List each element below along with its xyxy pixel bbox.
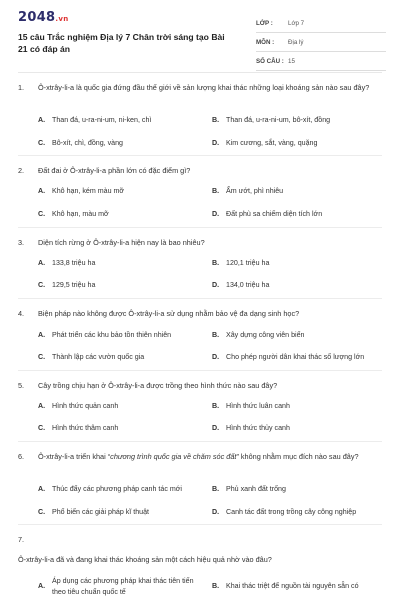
option-d[interactable]: D. Hình thức thủy canh — [212, 424, 290, 432]
option-a[interactable]: A. Khô hạn, kém màu mỡ — [38, 187, 125, 195]
option-b[interactable]: B. Khai thác triệt để nguồn tài nguyên sẵn có — [212, 582, 359, 590]
question-text: Diện tích rừng ở Ô-xtrây-li-a hiện nay là bao nhiêu? — [38, 238, 205, 247]
site-logo[interactable]: 2048.vn — [18, 10, 69, 25]
option-c[interactable]: C. 129,5 triệu ha — [38, 281, 96, 289]
question-number: 4. — [18, 309, 25, 318]
question-number: 2. — [18, 166, 25, 175]
question-text: Ô-xtrây-li-a đã và đang khai thác khoáng sản một cách hiệu quả nhờ vào đâu? — [18, 555, 272, 564]
option-d[interactable]: D. Đất phù sa chiếm diện tích lớn — [212, 210, 323, 218]
option-d[interactable]: D. Canh tác đất trong trồng cây công nghiệp — [212, 508, 357, 516]
quiz-meta — [256, 14, 386, 71]
page-header — [18, 10, 388, 66]
option-b[interactable]: B. Than đá, u-ra-ni-um, bô-xít, đồng — [212, 116, 331, 124]
question-divider — [18, 524, 382, 525]
option-d[interactable]: D. Kim cương, sắt, vàng, quặng — [212, 139, 318, 147]
option-c[interactable]: C. Bô-xít, chì, đồng, vàng — [38, 139, 123, 147]
question-number: 7. — [18, 535, 25, 544]
question-number: 6. — [18, 452, 25, 461]
question-text: Cây trồng chịu hạn ở Ô-xtrây-li-a được trồng theo hình thức nào sau đây? — [38, 381, 278, 390]
question-number: 5. — [18, 381, 25, 390]
option-a[interactable]: A. Phát triển các khu bảo tồn thiên nhiên — [38, 331, 172, 339]
option-c[interactable]: C. Phổ biến các giải pháp kĩ thuật — [38, 508, 150, 516]
option-c[interactable]: C. Khô hạn, màu mỡ — [38, 210, 109, 218]
option-b[interactable]: B. Xây dựng công viên biển — [212, 331, 305, 339]
question-divider — [18, 370, 382, 371]
option-a[interactable]: A. Hình thức quản canh — [38, 402, 119, 410]
option-b[interactable]: B. Hình thức luân canh — [212, 402, 290, 410]
option-a[interactable]: A. Thúc đẩy các phương pháp canh tác mới — [38, 485, 182, 493]
question-divider — [18, 227, 382, 228]
meta-count: SỐ CÂU : 15 — [256, 52, 386, 71]
option-a[interactable]: A. Áp dụng các phương pháp khai thác tiên tiến theo tiêu chuẩn quốc tế — [38, 577, 194, 596]
option-b[interactable]: B. Ẩm ướt, phì nhiêu — [212, 187, 284, 195]
question-text: Biện pháp nào không được Ô-xtrây-li-a sử dụng nhằm bảo vệ đa dạng sinh học? — [38, 309, 300, 318]
question-number: 3. — [18, 238, 25, 247]
option-c[interactable]: C. Thành lập các vườn quốc gia — [38, 353, 145, 361]
option-a[interactable]: A. Than đá, u-ra-ni-um, ni-ken, chì — [38, 116, 152, 124]
question-divider — [18, 441, 382, 442]
question-text: Ô-xtrây-li-a là quốc gia đứng đầu thế giới về sản lượng khai thác những loại khoáng sản nào sau đây? — [38, 83, 370, 92]
meta-subject: MÔN : Địa lý — [256, 33, 386, 52]
question-text: Đất đai ở Ô-xtrây-li-a phần lớn có đặc điểm gì? — [38, 166, 191, 175]
question-divider — [18, 298, 382, 299]
question-text: Ô-xtrây-li-a triển khai “chương trình quốc gia về chăm sóc đất” không nhằm mục đích nào sau đây? — [38, 452, 359, 461]
meta-class: LỚP : Lớp 7 — [256, 14, 386, 33]
question-number: 1. — [18, 83, 25, 92]
option-c[interactable]: C. Hình thức thâm canh — [38, 424, 119, 432]
option-d[interactable]: D. 134,0 triệu ha — [212, 281, 270, 289]
option-b[interactable]: B. 120,1 triệu ha — [212, 259, 270, 267]
option-b[interactable]: B. Phủ xanh đất trống — [212, 485, 286, 493]
question-divider — [18, 155, 382, 156]
header-divider — [18, 72, 382, 73]
option-a[interactable]: A. 133,8 triệu ha — [38, 259, 96, 267]
option-d[interactable]: D. Cho phép người dân khai thác số lượng lớn — [212, 353, 365, 361]
page-title: 15 câu Trắc nghiệm Địa lý 7 Chân trời sáng tạo Bài 21 có đáp án — [18, 32, 225, 54]
